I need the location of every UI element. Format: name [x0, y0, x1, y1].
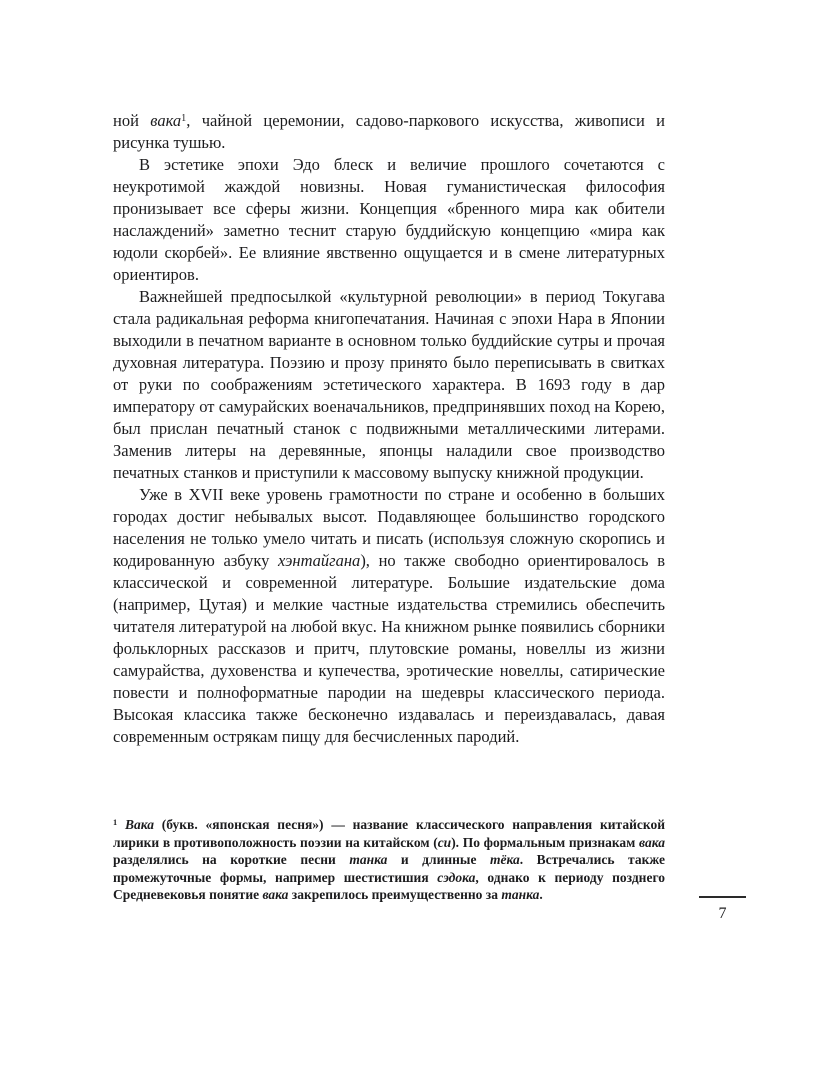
page-number: 7	[718, 905, 727, 922]
italic-term: хэнтайгана	[278, 551, 361, 570]
text-run	[117, 817, 125, 832]
paragraph	[113, 286, 665, 484]
footnote	[113, 816, 665, 904]
paragraph	[113, 154, 665, 286]
italic-term: вака	[639, 834, 665, 850]
text-run: Важнейшей предпосылкой «культурной революции» в период Токугава стала радикальная реформа книгопечатания. Начиная с эпохи Нара в Японии выходили в печатном варианте в основном только буддийские сутры и прочая духовная литература. Поэзию и прозу принято было переписывать в свитках от руки по соображениям эстетического характера. В 1693 году в дар императору от самурайских военачальников, предпринявших поход на Корею, был прислан печатный станок с подвижными металлическими литерами. Заменив литеры на деревянные, японцы наладили свое производство печатных станков и приступили к массовому выпуску книжной продукции.	[113, 287, 665, 482]
italic-term: тёка	[489, 852, 520, 868]
text-run: , чайной церемонии, садово-паркового искусства, живописи и рисунка тушью.	[113, 111, 665, 152]
footnote-marker: 1	[113, 818, 118, 828]
paragraph	[113, 110, 665, 154]
text-run: ной	[113, 111, 151, 130]
italic-term: вака	[150, 111, 182, 130]
page-text	[113, 110, 665, 748]
text-run: закрепилось преимущественно за	[288, 887, 502, 903]
footnote-marker: 1	[181, 113, 187, 125]
page-number-rule	[699, 896, 746, 898]
text-run: (букв. «японская песня») — название классического направления китайской лирики в противоположность поэзии на китайском (	[113, 817, 665, 850]
text-run: .	[539, 887, 543, 903]
text-run: ). По формальным признакам	[451, 834, 640, 850]
italic-term: Вака	[124, 817, 154, 832]
text-run: . Встречались также промежуточные формы, например шестистишия	[113, 852, 665, 885]
italic-term: танка	[501, 887, 540, 903]
text-run: и длинные	[387, 852, 490, 868]
text-run: ), но также свободно ориентировалось в классической и современной литературе. Большие издательские дома (например, Цутая) и мелкие частные издательства стремились обеспечить читателя литературой на любой вкус. На книжном рынке появились сборники фольклорных рассказов и притч, плутовские романы, новеллы из жизни самурайства, духовенства и купечества, эротические новеллы, сатирические повести и полноформатные пародии на шедевры классического периода. Высокая классика также бесконечно издавалась и переиздавалась, давая современным острякам пищу для бесчисленных пародий.	[113, 551, 665, 746]
text-run: , однако к периоду позднего Средневековья понятие	[113, 869, 665, 903]
text-run: Уже в XVII веке уровень грамотности по стране и особенно в больших городах достиг небывалых высот. Подавляющее большинство городского населения не только умело читать и писать (используя сложную скоропись и кодированную азбуку	[113, 485, 665, 570]
text-run: В эстетике эпохи Эдо блеск и величие прошлого сочетаются с неукротимой жаждой новизны. Новая гуманистическая философия пронизывает все сферы жизни. Концепция «бренного мира как обители наслаждений» заметно теснит старую буддийскую концепцию «мира как юдоли скорбей». Ее влияние явственно ощущается и в смене литературных ориентиров.	[113, 155, 665, 284]
text-run: разделялись на короткие песни	[113, 852, 350, 868]
italic-term: вака	[262, 887, 289, 903]
italic-term: сэдока	[437, 869, 476, 885]
italic-term: танка	[349, 852, 388, 868]
italic-term: си	[437, 834, 452, 850]
paragraph	[113, 484, 665, 748]
